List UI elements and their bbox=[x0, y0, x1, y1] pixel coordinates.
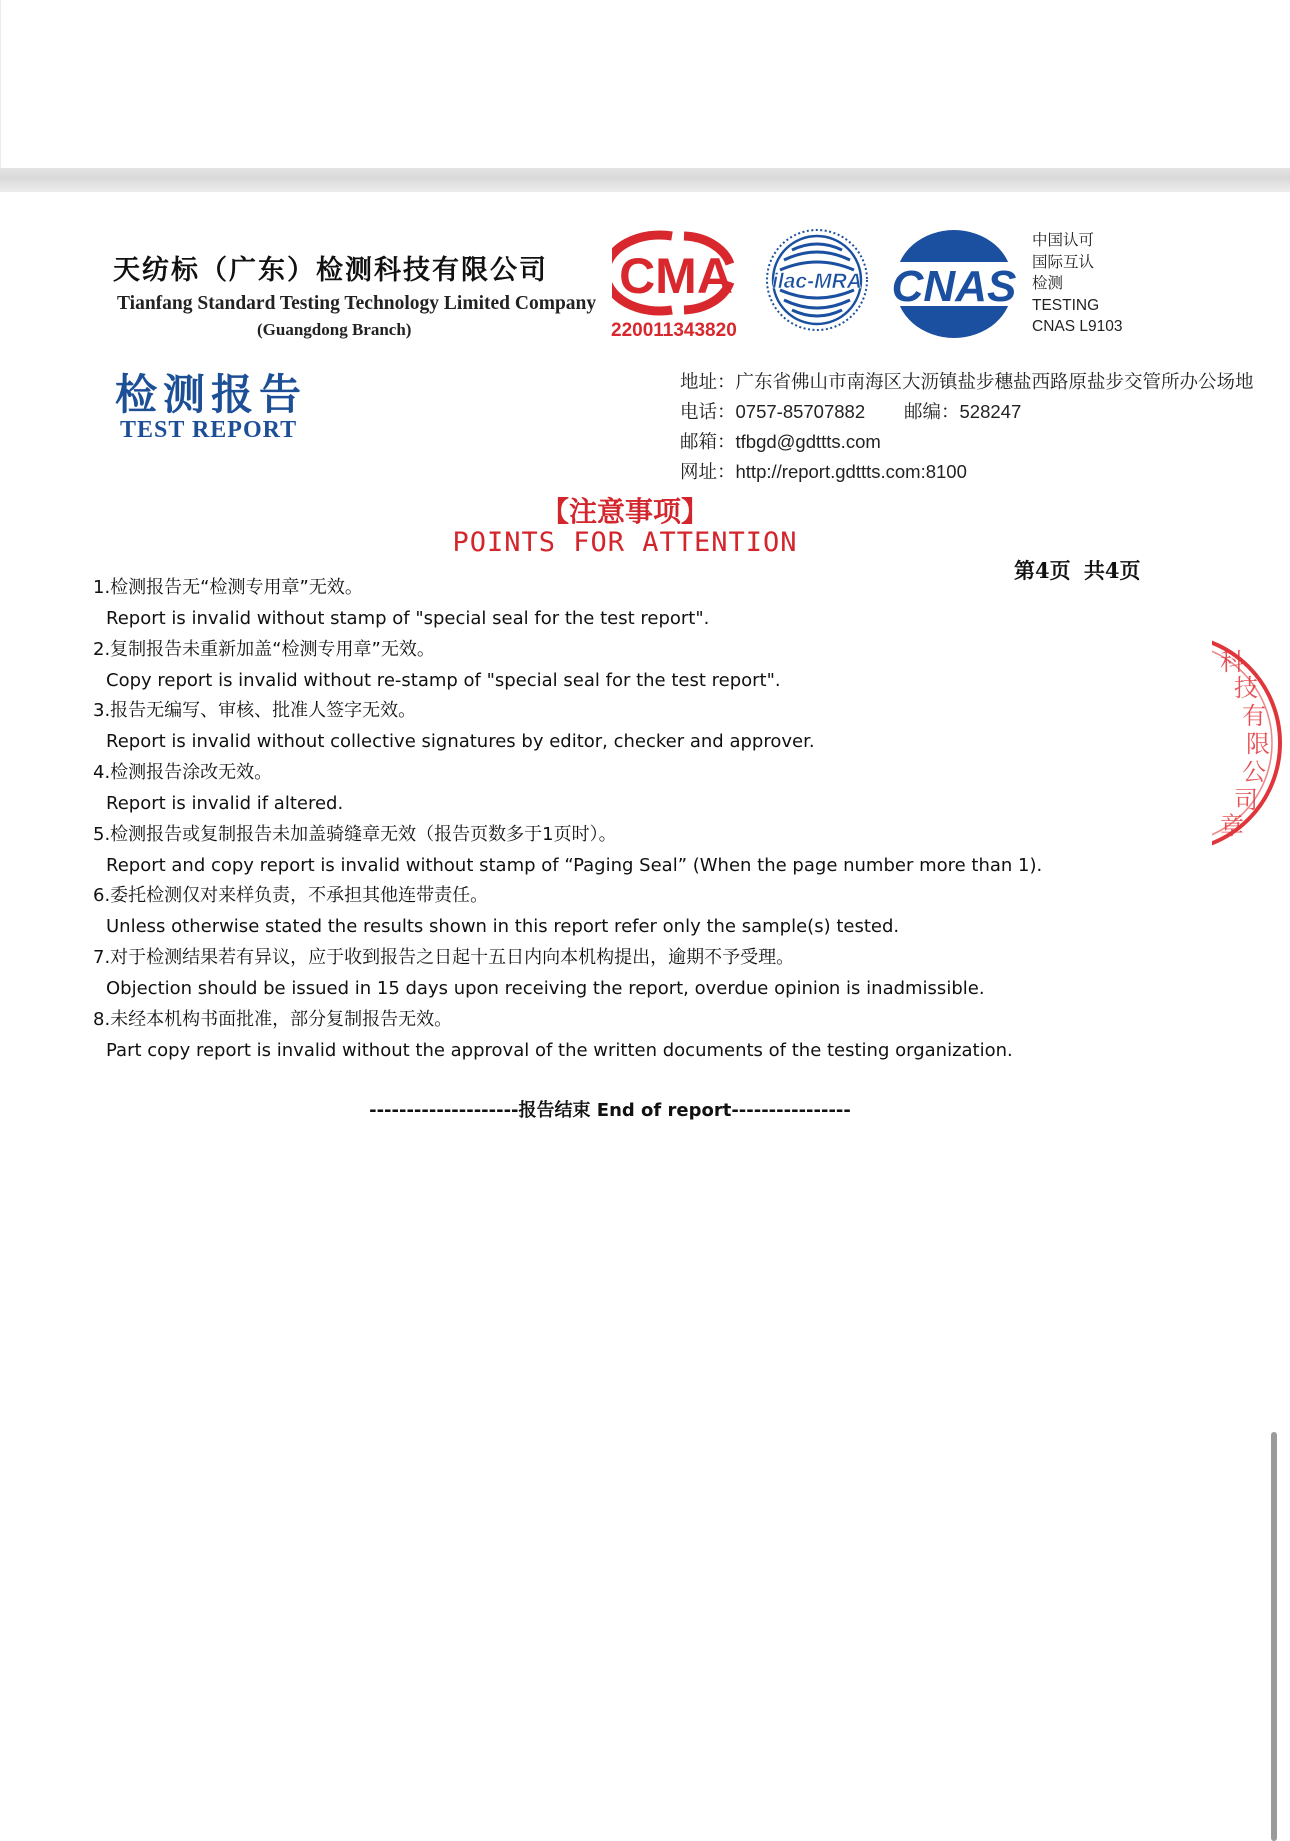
note-text-cn: 8.未经本机构书面批准，部分复制报告无效。 bbox=[93, 1008, 453, 1030]
company-seal-icon bbox=[1212, 628, 1290, 858]
note-item bbox=[93, 573, 1153, 635]
note-text-en: Report is invalid without collective signatures by editor, checker and approver. bbox=[106, 731, 815, 753]
contact-phone: 电话：0757-85707882 bbox=[680, 401, 866, 422]
attention-title-cn: 【注意事项】 bbox=[540, 495, 709, 528]
cma-logo-text: CMA bbox=[619, 248, 733, 304]
note-text-en: Copy report is invalid without re-stamp of "special seal for the test report". bbox=[106, 669, 781, 691]
company-branch: (Guangdong Branch) bbox=[257, 320, 412, 339]
note-text-cn: 5.检测报告或复制报告未加盖骑缝章无效（报告页数多于1页时）。 bbox=[93, 823, 617, 845]
notes-list bbox=[93, 573, 1153, 1067]
note-text-cn: 6.委托检测仅对来样负责，不承担其他连带责任。 bbox=[93, 885, 489, 907]
note-text-en: Report and copy report is invalid without stamp of “Paging Seal” (When the page number more than 1). bbox=[106, 854, 1043, 876]
note-text-cn: 4.检测报告涂改无效。 bbox=[93, 762, 273, 784]
company-name-cn: 天纺标（广东）检测科技有限公司 bbox=[113, 255, 548, 286]
cma-number: 220011343820 bbox=[611, 320, 737, 341]
attention-title-en: POINTS FOR ATTENTION bbox=[452, 527, 798, 558]
cnas-line-4: TESTING bbox=[1032, 296, 1100, 314]
page-separator bbox=[0, 168, 1290, 192]
note-item bbox=[93, 696, 1153, 758]
ilac-mra-logo-icon bbox=[762, 216, 872, 344]
note-item bbox=[93, 635, 1153, 697]
ilac-logo-text: ilac-MRA bbox=[772, 270, 862, 293]
note-text-cn: 3.报告无编写、审核、批准人签字无效。 bbox=[93, 700, 417, 722]
cnas-line-2: 国际互认 bbox=[1032, 253, 1095, 271]
contact-email: 邮箱：tfbgd@gdttts.com bbox=[680, 431, 881, 452]
note-text-en: Unless otherwise stated the results shown in this report refer only the sample(s) tested. bbox=[106, 916, 900, 938]
previous-page-bottom bbox=[0, 0, 1290, 168]
cnas-logo-icon bbox=[890, 228, 1018, 338]
report-page bbox=[0, 192, 1290, 1841]
note-item bbox=[93, 1005, 1153, 1067]
contact-postcode: 邮编：528247 bbox=[904, 401, 1022, 422]
report-title-en: TEST REPORT bbox=[120, 417, 298, 443]
svg-text:科 技 有 限: 科 技 有 限 公 司 章 bbox=[1220, 648, 1270, 840]
page-number: 第4页 共4页 bbox=[1014, 558, 1141, 583]
end-of-report: --------------------报告结束 End of report---------------- bbox=[369, 1100, 851, 1121]
note-text-cn: 7.对于检测结果若有异议，应于收到报告之日起十五日内向本机构提出，逾期不予受理。 bbox=[93, 947, 795, 969]
note-text-cn: 2.复制报告未重新加盖“检测专用章”无效。 bbox=[93, 638, 435, 660]
note-text-en: Objection should be issued in 15 days upon receiving the report, overdue opinion is inadmissible. bbox=[106, 978, 985, 1000]
contact-website: 网址：http://report.gdttts.com:8100 bbox=[680, 461, 967, 482]
note-text-cn: 1.检测报告无“检测专用章”无效。 bbox=[93, 577, 363, 598]
scrollbar-thumb[interactable] bbox=[1271, 1432, 1277, 1841]
cnas-line-5: CNAS L9103 bbox=[1032, 318, 1123, 335]
note-text-en: Part copy report is invalid without the approval of the written documents of the testing organization. bbox=[106, 1039, 1013, 1061]
note-text-en: Report is invalid without stamp of "special seal for the test report". bbox=[106, 608, 710, 629]
note-item bbox=[93, 820, 1153, 882]
note-item bbox=[93, 943, 1153, 1005]
note-text-en: Report is invalid if altered. bbox=[106, 793, 344, 815]
cnas-line-3: 检测 bbox=[1032, 275, 1064, 292]
note-item bbox=[93, 881, 1153, 943]
note-item bbox=[93, 758, 1153, 820]
cnas-logo-text: CNAS bbox=[891, 262, 1017, 311]
cma-logo-icon bbox=[612, 230, 736, 316]
cnas-line-1: 中国认可 bbox=[1032, 232, 1095, 249]
contact-address: 地址：广东省佛山市南海区大沥镇盐步穗盐西路原盐步交管所办公场地 bbox=[680, 371, 1254, 392]
report-title-cn: 检测报告 bbox=[115, 370, 308, 419]
cnas-accreditation-text bbox=[1032, 230, 1122, 338]
company-name-en: Tianfang Standard Testing Technology Limited Company bbox=[117, 293, 597, 314]
